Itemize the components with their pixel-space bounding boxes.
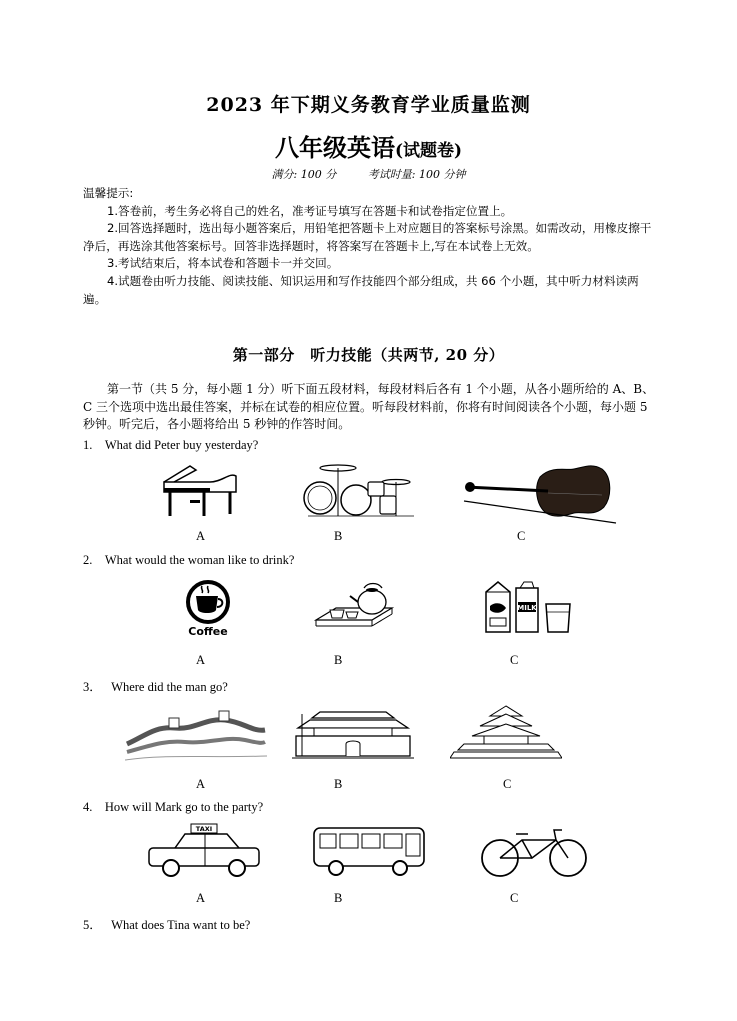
tips-heading: 温馨提示:	[83, 186, 134, 200]
option-label: B	[334, 529, 343, 543]
exam-time: 考试时量: 100 分钟	[367, 168, 466, 181]
option-label: C	[517, 529, 526, 543]
tip-item: 3.考试结束后，将本试卷和答题卡一并交回。	[107, 256, 339, 271]
milk-label: MILK	[517, 604, 537, 612]
drum-kit-icon	[298, 460, 423, 520]
milk-icon	[480, 580, 578, 636]
section-title: 第一部分 听力技能（共两节, 20 分）	[232, 346, 505, 364]
tip-item: 2.回答选择题时，选出每小题答案后，用铅笔把答题卡上对应题目的答案标号涂黑。如需改动，用橡皮擦干净后，再选涂其他答案标号。回答非选择题时，将答案写在答题卡上,写在本试卷上无效。	[83, 221, 652, 253]
section-intro: 第一节（共 5 分，每小题 1 分）听下面五段材料，每段材料后各有 1 个小题，从各小题所给的 A、B、C 三个选项中选出最佳答案，并标在试卷的相应位置。听每段材料前，你将有时间阅读各个小题，每小题 5 秒钟。听完后，各小题将给出 5 秒钟的作答时间。	[83, 382, 655, 431]
taxi-icon	[145, 822, 263, 880]
question-text: How will Mark go to the party?	[104, 800, 264, 814]
question-text: Where did the man go?	[111, 680, 228, 694]
subject-title	[0, 128, 737, 163]
option-label: B	[334, 777, 343, 791]
option-label: B	[334, 653, 343, 667]
question-number: 4.	[83, 800, 93, 814]
question-number: 2.	[83, 553, 93, 567]
question-number: 5．	[83, 918, 102, 932]
option-label: B	[334, 891, 343, 905]
question-text: What did Peter buy yesterday?	[104, 438, 259, 452]
question-number: 3．	[83, 680, 102, 694]
question-1	[83, 438, 258, 453]
option-label: C	[510, 653, 519, 667]
tea-set-icon	[312, 580, 396, 636]
bicycle-icon	[478, 826, 590, 878]
taxi-label: TAXI	[195, 825, 213, 833]
tip-item: 1.答卷前，考生务必将自己的姓名，准考证号填写在答题卡和试卷指定位置上。	[107, 203, 513, 218]
subject-suffix: (试题卷)	[394, 141, 463, 161]
option-label: A	[196, 653, 206, 667]
tiananmen-icon	[290, 706, 416, 762]
tips-block	[83, 185, 655, 308]
question-number: 1.	[83, 438, 93, 452]
question-4	[83, 800, 263, 815]
temple-of-heaven-icon	[450, 704, 562, 762]
piano-icon	[160, 462, 240, 518]
option-label: A	[196, 777, 206, 791]
subject-name: 八年级英语	[274, 133, 395, 162]
question-text: What does Tina want to be?	[111, 918, 251, 932]
coffee-icon	[172, 580, 244, 638]
bus-icon	[310, 824, 428, 878]
exam-title: 2023 年下期义务教育学业质量监测	[206, 94, 531, 116]
great-wall-icon	[125, 706, 267, 762]
exam-meta	[0, 166, 737, 182]
option-label: A	[196, 529, 206, 543]
option-label: C	[510, 891, 519, 905]
option-label: A	[196, 891, 206, 905]
tip-item: 4.试题卷由听力技能、阅读技能、知识运用和写作技能四个部分组成，共 66 个小题，其中听力材料读两遍。	[83, 273, 639, 306]
question-3	[83, 677, 228, 695]
violin-icon	[462, 457, 620, 529]
question-5	[83, 915, 250, 933]
option-label: C	[503, 777, 512, 791]
coffee-label: Coffee	[188, 625, 228, 638]
question-text: What would the woman like to drink?	[104, 553, 295, 567]
full-score: 满分: 100 分	[271, 168, 337, 181]
question-2	[83, 553, 294, 568]
